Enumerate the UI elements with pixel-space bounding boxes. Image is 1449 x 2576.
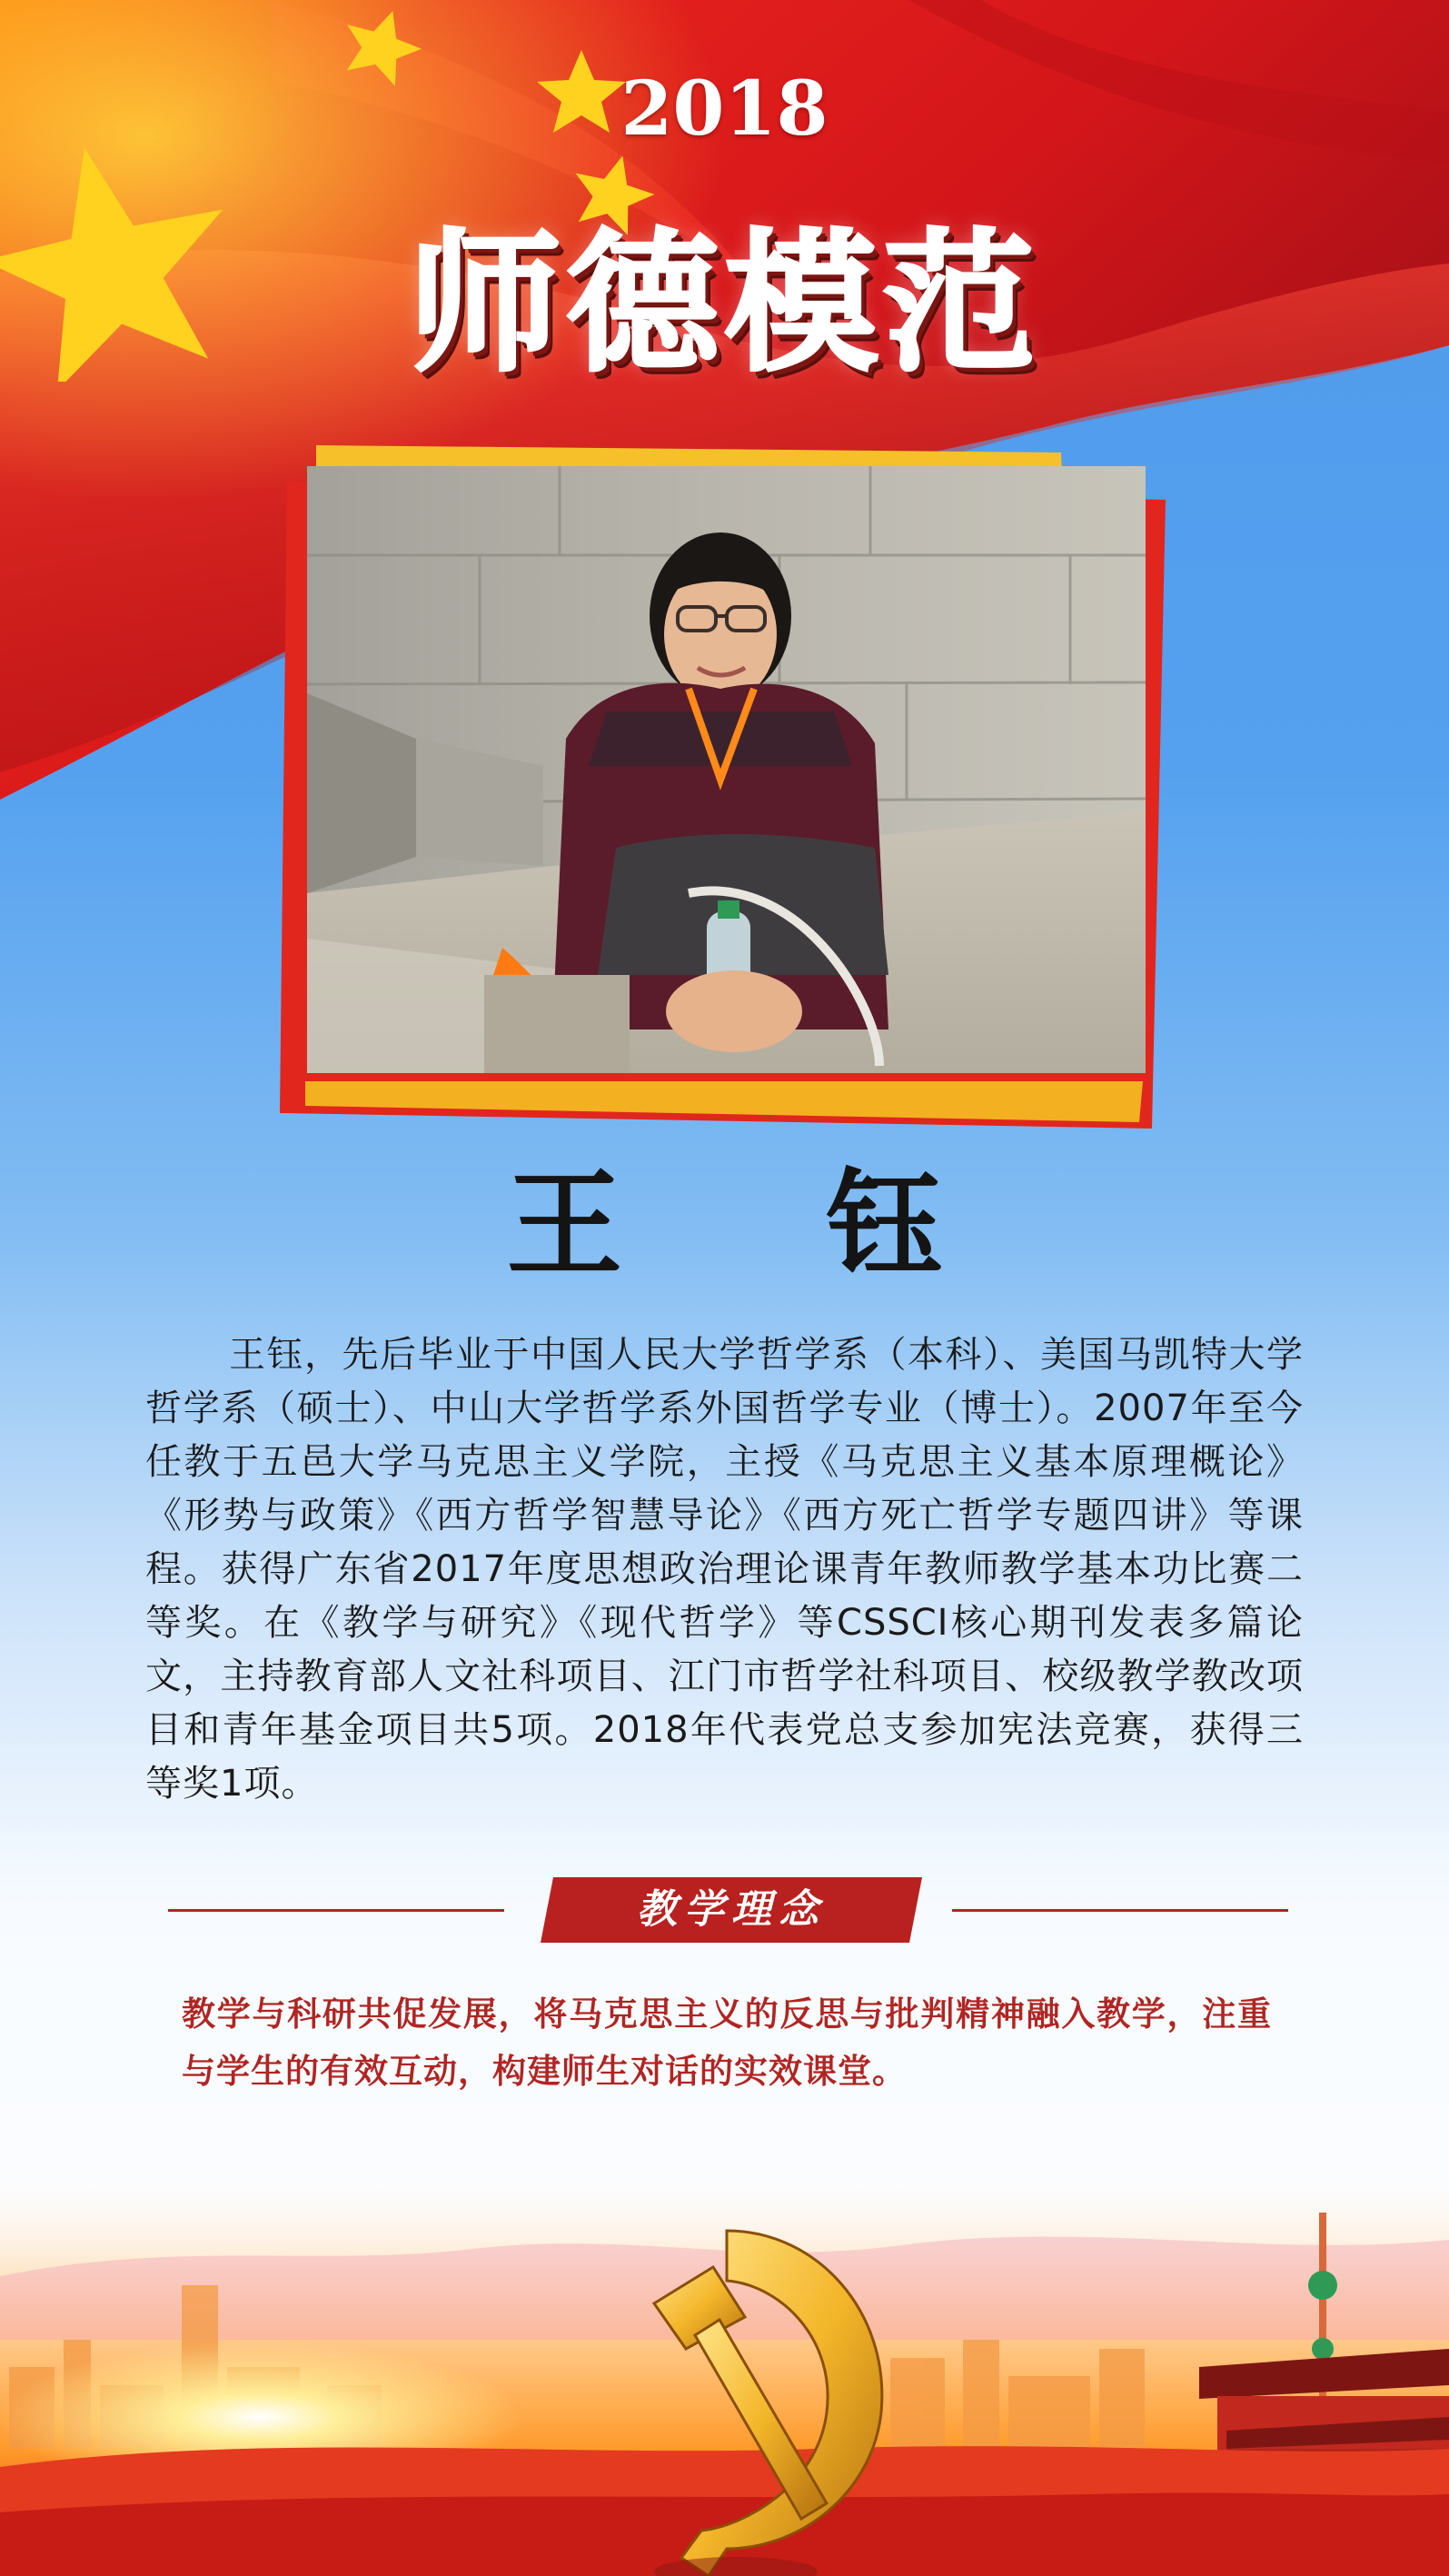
biography-text: 王钰，先后毕业于中国人民大学哲学系（本科）、美国马凯特大学哲学系（硕士）、中山大学哲学系外国哲学专业（博士）。2007年至今任教于五邑大学马克思主义学院，主授《马克思主义基本原理概论》《形势与政策》《西方哲学智慧导论》《西方死亡哲学专题四讲》等课程。获得广东省2017年度思想政治理论课青年教师教学基本功比赛二等奖。在《教学与研究》《现代哲学》等CSSCI核心期刊发表多篇论文，主持教育部人文社科项目、江门市哲学社科项目、校级教学教改项目和青年基金项目共5项。2018年代表党总支参加宪法竞赛，获得三等奖1项。: [145, 1334, 1304, 1805]
poster-title: 师德模范: [408, 214, 1041, 393]
photo-frame: [280, 445, 1175, 1136]
section-heading: 教学理念: [637, 1886, 826, 1933]
teaching-philosophy-text: 教学与科研共促发展，将马克思主义的反思与批判精神融入教学，注重与学生的有效互动，构建师生对话的实效课堂。: [182, 1994, 1272, 2091]
section-divider-right: [952, 1909, 1288, 1912]
year-label: 2018: [620, 65, 829, 153]
bottom-cityscape: [0, 2158, 1449, 2576]
portrait-photo: [307, 466, 1146, 1073]
section-divider-left: [168, 1909, 504, 1912]
teacher-name: 王 钰: [506, 1157, 1025, 1293]
portrait-image: [307, 466, 1146, 1073]
